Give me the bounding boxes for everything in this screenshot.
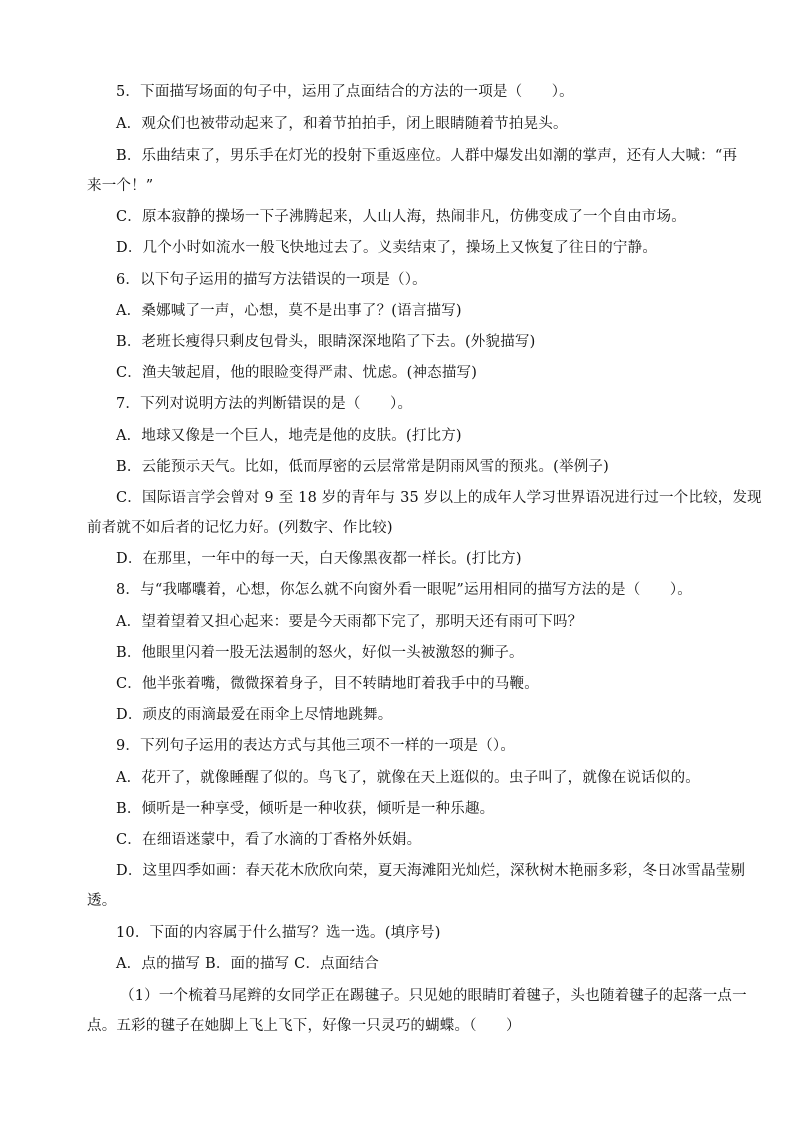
question-6-option-a: A．桑娜喊了一声，心想，莫不是出事了？(语言描写)	[116, 303, 462, 319]
question-8-option-c: C．他半张着嘴，微微探着身子，目不转睛地盯着我手中的马鞭。	[116, 676, 539, 692]
question-7-option-d: D．在那里，一年中的每一天，白天像黑夜都一样长。(打比方)	[116, 551, 522, 567]
question-6-option-b: B．老班长瘦得只剩皮包骨头，眼睛深深地陷了下去。(外貌描写)	[116, 334, 536, 350]
question-8-option-b: B．他眼里闪着一股无法遏制的怒火，好似一头被激怒的狮子。	[116, 645, 524, 661]
question-7-option-c: C．国际语言学会曾对 9 至 18 岁的青年与 35 岁以上的成年人学习世界语况进行过一个比较，发现	[116, 490, 762, 506]
question-10-stem: 10．下面的内容属于什么描写？选一选。(填序号)	[116, 925, 441, 941]
question-7-stem: 7．下列对说明方法的判断错误的是（ ）。	[116, 396, 413, 412]
question-10-choices: A．点的描写 B．面的描写 C．点面结合	[116, 956, 379, 972]
question-6-option-c: C．渔夫皱起眉，他的眼睑变得严肃、忧虑。(神态描写)	[116, 365, 478, 381]
question-5-option-d: D．几个小时如流水一般飞快地过去了。义卖结束了，操场上又恢复了往日的宁静。	[116, 240, 658, 256]
question-8-stem: 8．与“我嘟囔着，心想，你怎么就不向窗外看一眼呢”运用相同的描写方法的是（ ）。	[116, 582, 692, 598]
question-9-option-c: C．在细语迷蒙中，看了水滴的丁香格外妖娟。	[116, 832, 422, 848]
question-7-option-c-continued: 前者就不如后者的记忆力好。(列数字、作比较)	[87, 520, 393, 536]
question-10-item-1: （1）一个梳着马尾辫的女同学正在踢毽子。只见她的眼睛盯着毽子，头也随着毽子的起落一点一	[120, 988, 747, 1004]
question-8-option-d: D．顽皮的雨滴最爱在雨伞上尽情地跳舞。	[116, 707, 393, 723]
question-9-stem: 9．下列句子运用的表达方式与其他三项不一样的一项是（）。	[116, 738, 516, 754]
question-10-item-1-continued: 点。五彩的毽子在她脚上飞上飞下，好像一只灵巧的蝴蝶。（ ）	[87, 1018, 521, 1034]
question-7-option-a: A．地球又像是一个巨人，地壳是他的皮肤。(打比方)	[116, 428, 462, 444]
question-5-option-b: B．乐曲结束了，男乐手在灯光的投射下重返座位。人群中爆发出如潮的掌声，还有人大喊：“再	[116, 148, 738, 164]
question-8-option-a: A．望着望着又担心起来：要是今天雨都下完了，那明天还有雨可下吗？	[116, 614, 583, 630]
question-9-option-d-continued: 透。	[87, 893, 117, 909]
question-5-option-b-continued: 来一个！”	[87, 178, 154, 194]
question-5-option-a: A．观众们也被带动起来了，和着节拍拍手，闭上眼睛随着节拍晃头。	[116, 116, 568, 132]
question-5-option-c: C．原本寂静的操场一下子沸腾起来，人山人海，热闹非凡，仿佛变成了一个自由市场。	[116, 209, 686, 225]
question-9-option-a: A．花开了，就像睡醒了似的。鸟飞了，就像在天上逛似的。虫子叫了，就像在说话似的。	[116, 770, 700, 786]
question-5-stem: 5．下面描写场面的句子中，运用了点面结合的方法的一项是（ ）。	[116, 84, 574, 100]
question-7-option-b: B．云能预示天气。比如，低而厚密的云层常常是阴雨风雪的预兆。(举例子)	[116, 459, 609, 475]
question-6-stem: 6．以下句子运用的描写方法错误的一项是（）。	[116, 272, 427, 288]
question-9-option-b: B．倾听是一种享受，倾听是一种收获，倾听是一种乐趣。	[116, 801, 495, 817]
question-9-option-d: D．这里四季如画：春天花木欣欣向荣，夏天海滩阳光灿烂，深秋树木艳丽多彩，冬日冰雪晶莹剔	[116, 863, 746, 879]
